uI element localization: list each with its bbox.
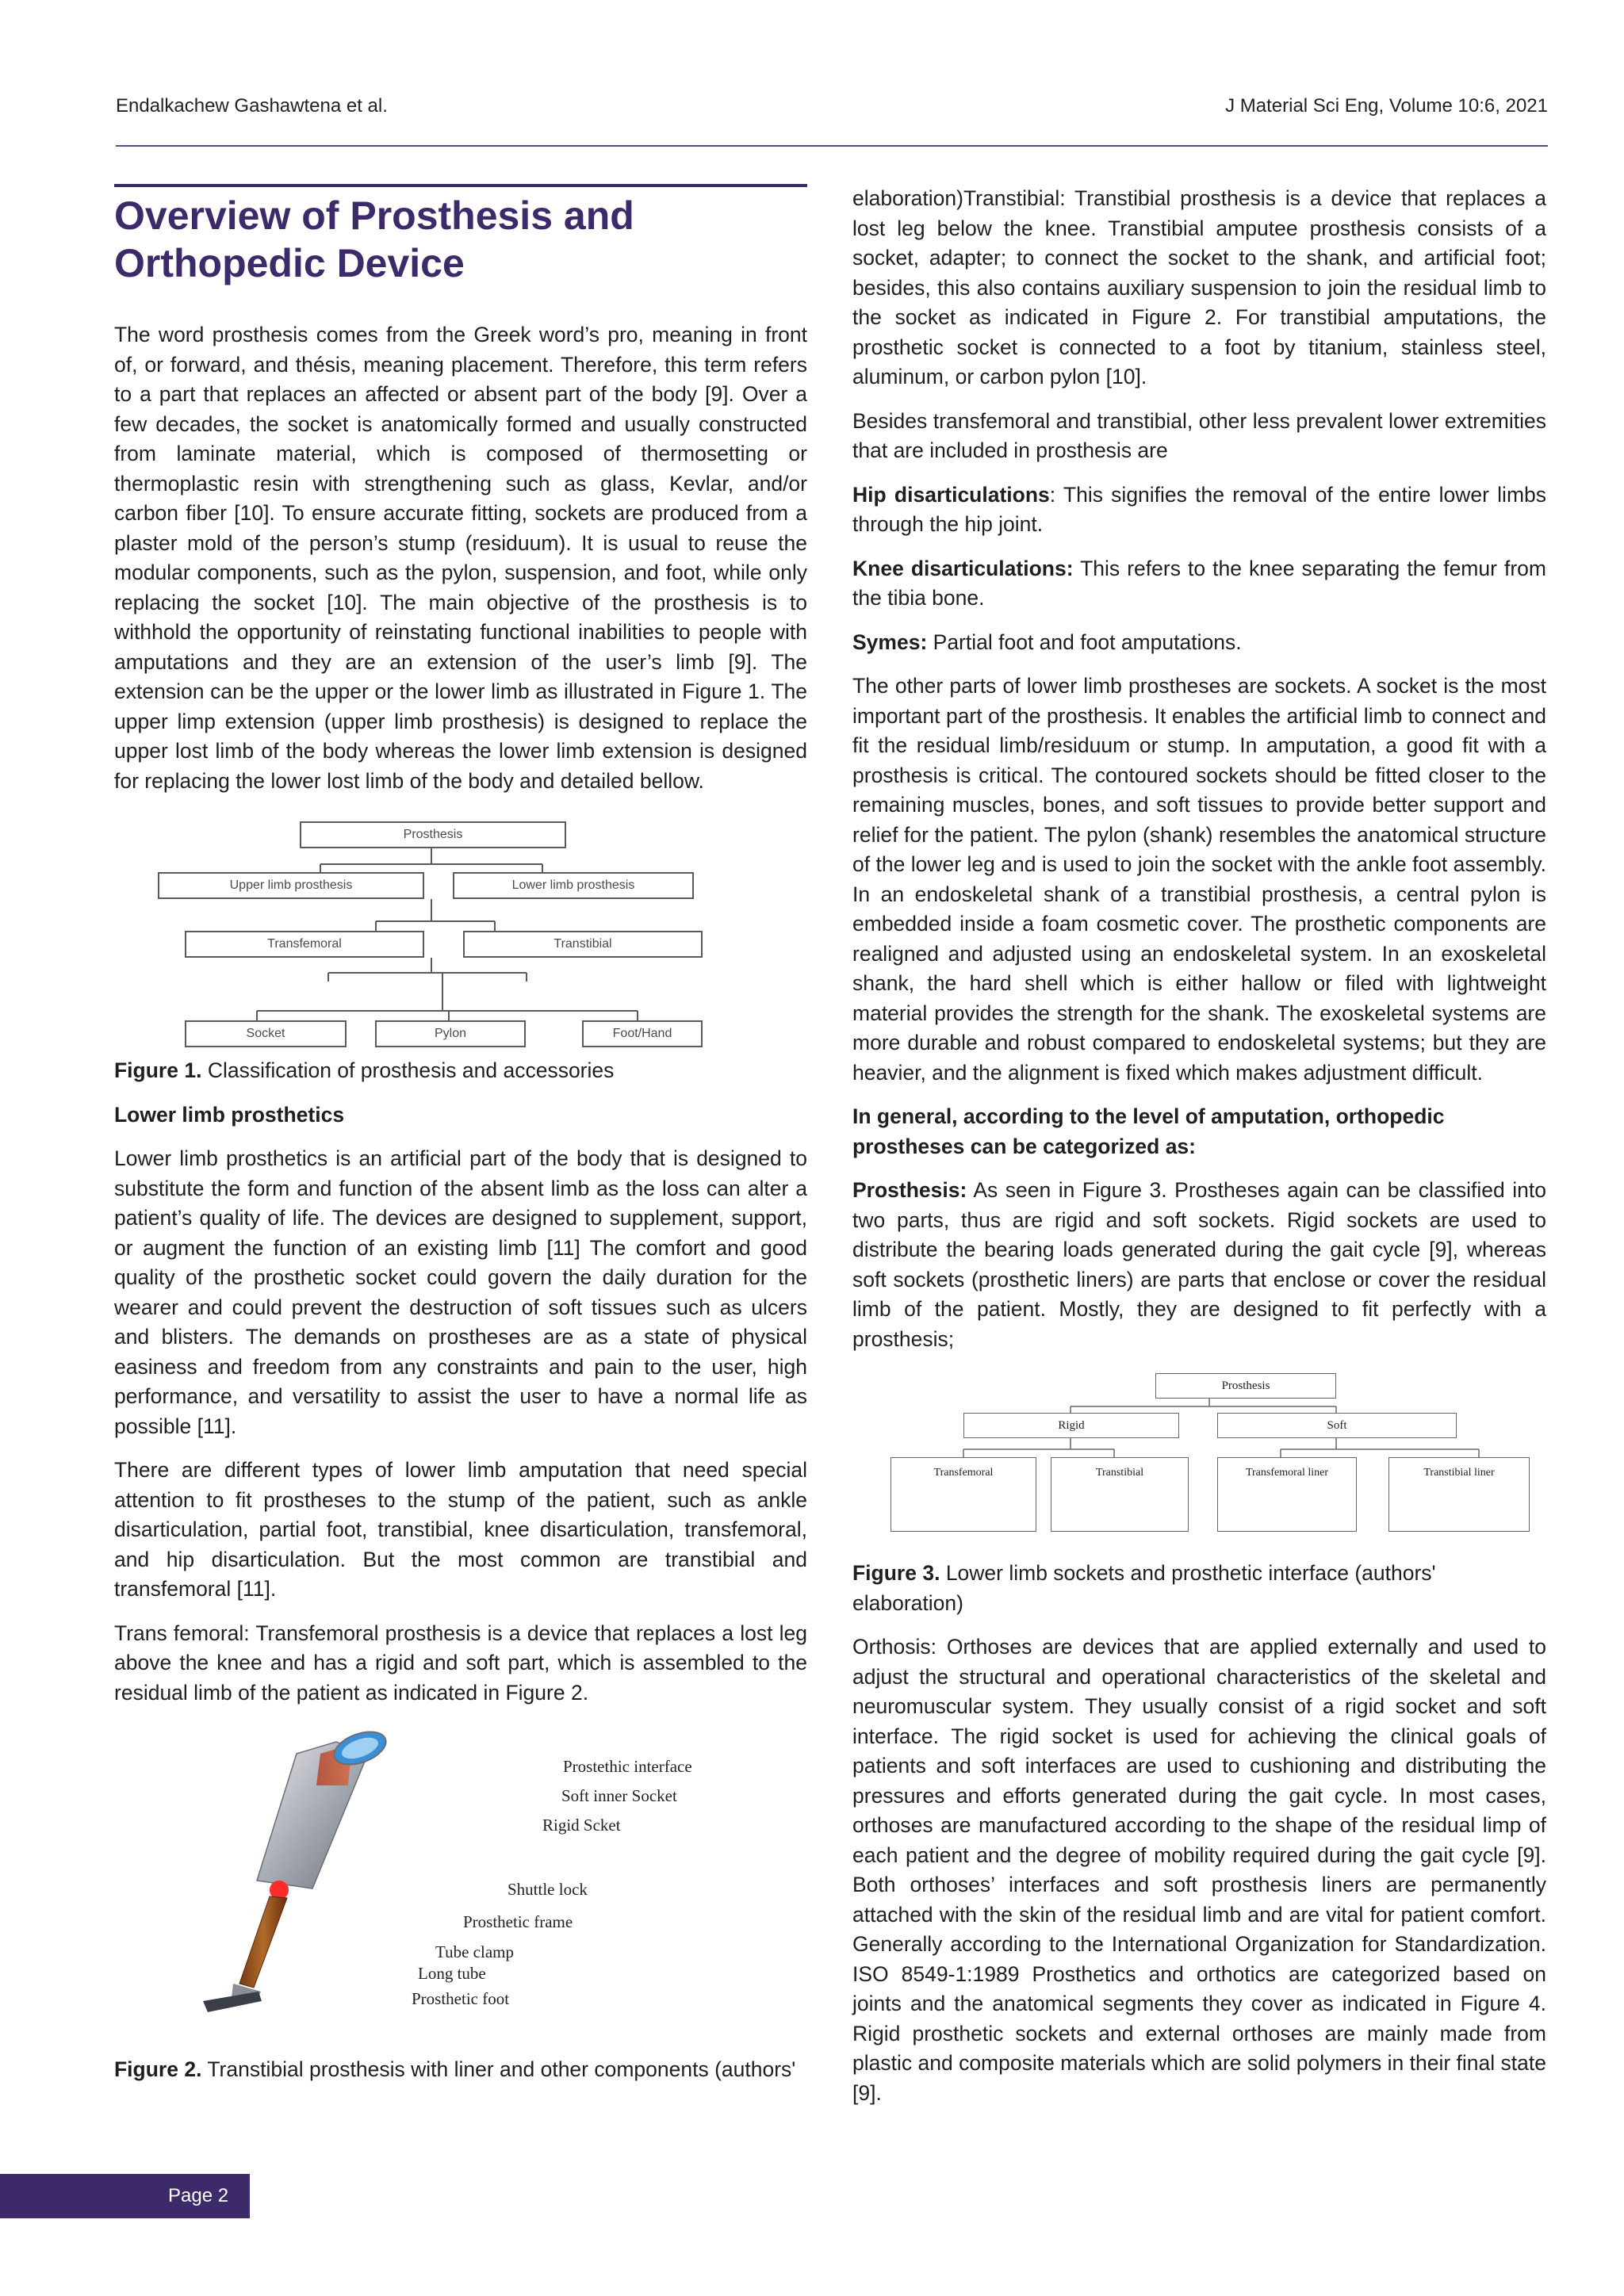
paragraph-knee [852, 554, 1546, 614]
title-rule [114, 184, 807, 187]
fig2-label-frame: Prosthetic frame [463, 1912, 573, 1931]
paragraph-sockets: The other parts of lower limb prostheses are sockets. A socket is the most important part of the prosthesis. It enables the artificial limb to connect and fit the residual limb/residuum or stump. In amputation, a good fit with a prosthesis is critical. The contoured sockets should be fitted closer to the remaining muscles, bones, and soft tissues to provide better support and relief for the patient. The pylon (shank) resembles the anatomical structure of the lower leg and is used to join the socket with the ankle foot assembly. In an endoskeletal shank of a transtibial prosthesis, a central pylon is embedded inside a foam cosmetic cover. The prosthetic components are realigned and adjusted using an endoskeletal system. In an exoskeletal shank, the hard shell which is either hallow or filed with lightweight material provides the strength for the shank. The exoskeletal systems are more durable and robust compared to endoskeletal systems; but they are heavier, and the alignment is fixed which makes adjustment difficult. [852, 674, 1546, 1085]
paragraph-prosthesis [852, 1176, 1546, 1354]
figure-2-caption [114, 2055, 807, 2085]
figure-3-diagram [852, 1368, 1546, 1551]
hip-text: : This signifies the removal of the entire lower limbs through the hip joint. [852, 482, 1547, 536]
fig2-label-tube-clamp: Tube clamp [435, 1942, 514, 1961]
prosthesis-text: As seen in Figure 3. Prostheses again can be classified into two parts, thus are rigid and soft sockets. Rigid sockets are used to distribute the bearing loads generated during the gait cycle [9], whereas soft sockets (prosthetic liners) are parts that enclose or cover the residual limb of the patient. Mostly, they are designed to fit perfectly with a prosthesis; [852, 1178, 1546, 1351]
section-title: Overview of Prosthesis and Orthopedic Device [114, 193, 634, 285]
header-divider [116, 145, 1548, 147]
paragraph-amputation-types: There are different types of lower limb amputation that need special attention to fit prostheses to the stump of the patient, such as ankle disarticulation, partial foot, transtibial, knee disarticulation, transfemoral, and hip disarticulation. But the most common are transtibial and transfemoral [11]. [114, 1458, 807, 1601]
fig1-node-prosthesis: Prosthesis [300, 821, 566, 848]
fig3-box-transfemoral: Transfemoral [891, 1457, 1036, 1532]
fig2-label-interface: Prostethic interface [563, 1757, 692, 1776]
fig1-node-lower-limb: Lower limb prosthesis [453, 872, 694, 899]
fig3-node-rigid: Rigid [963, 1413, 1179, 1438]
figure-1-caption [114, 1056, 807, 1086]
fig1-node-pylon: Pylon [375, 1020, 526, 1047]
fig2-label-rigid-socket: Rigid Scket [542, 1816, 621, 1835]
fig3-node-soft: Soft [1217, 1413, 1457, 1438]
figure-2-caption-label: Figure 2. [114, 2057, 202, 2081]
figure-3-caption-label: Figure 3. [852, 1561, 940, 1585]
figure-1-diagram [114, 810, 807, 1056]
fig3-box-transtibial: Transtibial [1051, 1457, 1189, 1532]
paragraph-transtibial: elaboration)Transtibial: Transtibial prosthesis is a device that replaces a lost leg below the knee. Transtibial amputee prosthesis consists of a socket, adapter; to connect the socket to the shank, and artificial foot; besides, this also contains auxiliary suspension to join the residual limb to the socket as indicated in Figure 2. For transtibial amputations, the prosthetic socket is connected to a foot by titanium, stainless steel, aluminum, or carbon pylon [10]. [852, 186, 1546, 388]
fig3-node-prosthesis: Prosthesis [1155, 1373, 1336, 1399]
paragraph-hip [852, 480, 1546, 540]
figure-3-caption-text: Lower limb sockets and prosthetic interface (authors' elaboration) [852, 1561, 1436, 1615]
fig1-node-foot-hand: Foot/Hand [582, 1020, 703, 1047]
paragraph-orthosis: Orthosis: Orthoses are devices that are applied externally and used to adjust the structural and operational characteristics of the skeletal and neuromuscular system. They usually consist of a rigid socket and soft interface. The rigid socket is used for achieving the clinical goals of patients and soft interfaces are used to cushioning and distributing the pressures and efforts generated during the gait cycle. In most cases, orthoses are manufactured according to the shape of the residual limp of each patient and the degree of mobility required during the gait cycle [9]. Both orthoses’ interfaces and soft prosthesis liners are permanently attached with the skin of the residual limb and are vital for patient comfort. Generally according to the International Organization for Standardization. ISO 8549-1:1989 Prosthetics and orthotics are categorized based on joints and the anatomical segments they cover as indicated in Figure 4. Rigid prosthetic sockets and external orthoses are mainly made from plastic and composite materials which are solid polymers in their final state [9]. [852, 1635, 1546, 2105]
fig2-label-foot: Prosthetic foot [412, 1989, 510, 2008]
paragraph-categorized: In general, according to the level of amputation, orthopedic prostheses can be categorized as: [852, 1104, 1445, 1158]
right-column [852, 184, 1546, 2122]
paragraph-symes [852, 628, 1546, 658]
figure-2-illustration [114, 1722, 807, 2055]
fig1-node-socket: Socket [185, 1020, 347, 1047]
running-header-journal: J Material Sci Eng, Volume 10:6, 2021 [1225, 95, 1548, 117]
symes-text: Partial foot and foot amputations. [927, 629, 1242, 654]
fig3-box-transtibial-liner: Transtibial liner [1388, 1457, 1530, 1532]
page-number: Page 2 [168, 2185, 229, 2206]
figure-2-caption-text: Transtibial prosthesis with liner and other components (authors' [201, 2057, 796, 2081]
fig1-node-transtibial: Transtibial [463, 931, 703, 958]
fig1-node-transfemoral: Transfemoral [185, 931, 424, 958]
fig2-label-shuttle-lock: Shuttle lock [508, 1880, 588, 1899]
hip-label: Hip disarticulations [852, 482, 1050, 507]
knee-text: This refers to the knee separating the femur from the tibia bone. [852, 556, 1546, 610]
page-number-tab [0, 2174, 250, 2218]
left-column [114, 184, 807, 2099]
paragraph-transfemoral: Trans femoral: Transfemoral prosthesis is a device that replaces a lost leg above the knee and has a rigid and soft part, which is assembled to the residual limb of the patient as indicated in Figure 2. [114, 1621, 807, 1705]
subheading-lower-limb: Lower limb prosthetics [114, 1102, 345, 1127]
running-header-authors: Endalkachew Gashawtena et al. [116, 95, 388, 117]
prosthesis-label: Prosthesis: [852, 1178, 967, 1202]
figure-3-caption [852, 1559, 1546, 1618]
paragraph-other-extremities: Besides transfemoral and transtibial, other less prevalent lower extremities that are included in prosthesis are [852, 408, 1546, 462]
symes-label: Symes: [852, 629, 928, 654]
fig2-label-soft-socket: Soft inner Socket [561, 1786, 677, 1805]
fig1-node-upper-limb: Upper limb prosthesis [158, 872, 424, 899]
figure-1-caption-text: Classification of prosthesis and accessories [201, 1058, 615, 1082]
fig3-box-transfemoral-liner: Transfemoral liner [1217, 1457, 1357, 1532]
figure-1-caption-label: Figure 1. [114, 1058, 202, 1082]
paragraph-lower-limb: Lower limb prosthetics is an artificial part of the body that is designed to substitute the form and function of the absent limb as the loss can alter a patient’s quality of life. The devices are designed to supplement, support, or augment the function of an existing limb [11] The comfort and good quality of the prosthetic socket could govern the daily duration for the wearer and could prevent the destruction of soft tissues such as ulcers and blisters. The demands on prostheses are as a state of physical easiness and freedom from any constraints and pain to the user, high performance, and versatility to assist the user to have a normal life as possible [11]. [114, 1146, 807, 1438]
fig2-label-long-tube: Long tube [418, 1964, 486, 1983]
knee-label: Knee disarticulations: [852, 556, 1074, 580]
paragraph-prosthesis-origin: The word prosthesis comes from the Greek word’s pro, meaning in front of, or forward, and thésis, meaning placement. Therefore, this term refers to a part that replaces an affected or absent part of the body [9]. Over a few decades, the socket is anatomically formed and usually constructed from laminate material, which is composed of thermosetting or thermoplastic resin with strengthening such as glass, Kevlar, and/or carbon fiber [10]. To ensure accurate fitting, sockets are produced from a plaster mold of the person’s stump (residuum). It is usual to reuse the modular components, such as the pylon, suspension, and foot, while only replacing the socket [10]. The main objective of the prosthesis is to withhold the opportunity of reinstating functional inabilities to people with amputations and they are an extension of the user’s limb [9]. The extension can be the upper or the lower limb as illustrated in Figure 1. The upper limp extension (upper limb prosthesis) is designed to replace the upper lost limb of the body whereas the lower limb extension is designed for replacing the lower lost limb of the body and detailed bellow. [114, 323, 807, 793]
